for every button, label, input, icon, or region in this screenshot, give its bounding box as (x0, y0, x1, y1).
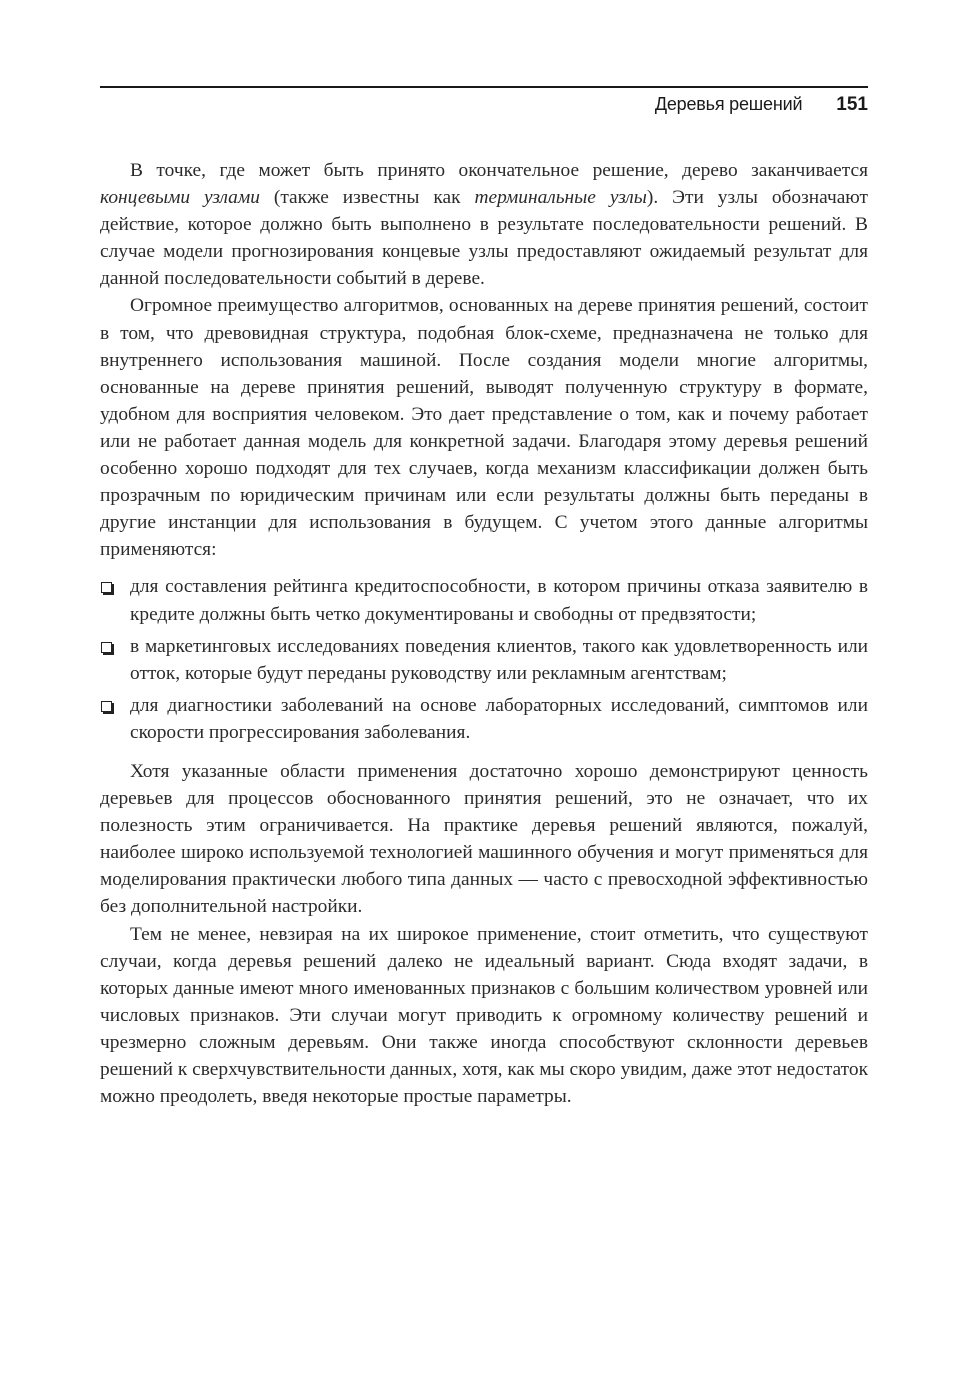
body-text (100, 157, 868, 1110)
list-item (100, 573, 868, 627)
paragraph-advantages: Огромное преимущество алгоритмов, основанных на дереве принятия решений, состоит в том, что древовидная структура, подобная блок-схеме, предназначена не только для внутреннего использования машиной. После создания модели многие алгоритмы, основанные на дереве принятия решений, выводят полученную структуру в формате, удобном для восприятия человеком. Это дает представление о том, как и почему работает или не работает данная модель для конкретной задачи. Благодаря этому деревья решений особенно хорошо подходят для тех случаев, когда механизм классификации должен быть прозрачным по юридическим причинам или если результаты должны быть переданы в другие инстанции для использования в будущем. С учетом этого данные алгоритмы применяются: (100, 295, 868, 561)
paragraph-terminal-nodes (100, 157, 868, 292)
header-rule (100, 86, 868, 88)
text-segment: ). Эти узлы обозначают действие, которое должно быть выполнено в результате последовательности решений. В случае модели прогнозирования концевые узлы предоставляют ожидаемый результат для данной последовательности событий в дереве. (100, 187, 869, 290)
list-item-text: в маркетинговых исследованиях поведения клиентов, такого как удовлетворенность или отток, которые будут переданы руководству или рекламным агентствам; (130, 635, 868, 684)
checkbox-bullet-icon (101, 642, 112, 653)
bullet-list (100, 573, 868, 746)
text-segment: (также известны как (259, 187, 475, 209)
list-item (100, 692, 868, 746)
term-terminal-nodes: терминальные узлы (474, 187, 647, 209)
paragraph-limitations: Тем не менее, невзирая на их широкое применение, стоит отметить, что существуют случаи, когда деревья решений далеко не идеальный вариант. Сюда входят задачи, в которых данные имеют много именованных признаков с большим количеством уровней или числовых признаков. Эти случаи могут приводить к огромному количеству решений и чрезмерно сложным деревьям. Они также иногда способствуют склонности деревьев решений к сверхчувствительности данных, хотя, как мы скоро увидим, даже этот недостаток можно преодолеть, введя некоторые простые параметры. (100, 923, 868, 1108)
text-segment: В точке, где может быть принято окончательное решение, дерево заканчивается (130, 160, 868, 181)
list-item-text: для составления рейтинга кредитоспособности, в котором причины отказа заявителю в кредите должны быть четко документированы и свободны от предвзятости; (130, 576, 868, 625)
paragraph-applications: Хотя указанные области применения достаточно хорошо демонстрируют ценность деревьев для процессов обоснованного принятия решений, это не означает, что их полезность этим ограничивается. На практике деревья решений являются, пожалуй, наиболее широко используемой технологией машинного обучения и могут применяться для моделирования практически любого типа данных — часто с превосходной эффективностью без дополнительной настройки. (100, 760, 868, 918)
chapter-title: Деревья решений (654, 94, 803, 114)
list-item (100, 633, 868, 687)
list-item-text: для диагностики заболеваний на основе лабораторных исследований, симптомов или скорости прогрессирования заболевания. (130, 694, 868, 743)
term-leaf-nodes: концевыми узлами (100, 187, 260, 209)
running-head (655, 94, 868, 118)
checkbox-bullet-icon (101, 582, 112, 593)
page-number: 151 (836, 94, 868, 115)
checkbox-bullet-icon (101, 701, 112, 712)
